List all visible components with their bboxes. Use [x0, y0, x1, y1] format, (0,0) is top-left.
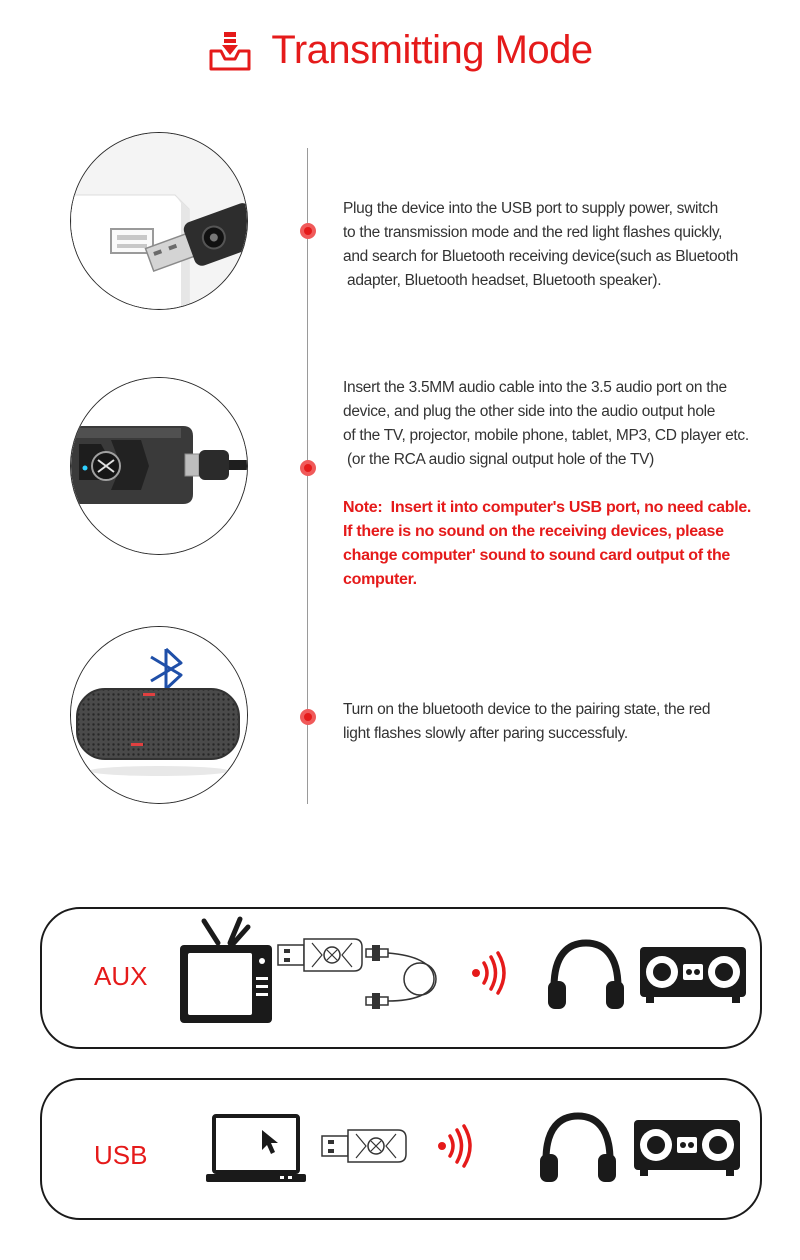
aux-mode-label: AUX: [94, 961, 148, 991]
usb-plug-photo: [70, 132, 248, 310]
note-line: Note: Insert it into computer's USB port, no need cable.: [343, 499, 752, 516]
speaker-icon: [638, 945, 748, 1005]
bluetooth-speaker-photo: [70, 626, 248, 804]
aux-cable-icon: [362, 933, 444, 1023]
aux-mode-panel: [40, 907, 762, 1049]
step-1-line: Plug the device into the USB port to supply power, switch: [343, 200, 718, 217]
headphones-icon: [544, 937, 628, 1011]
wireless-signal-icon: [470, 951, 506, 995]
step-2-note: [343, 496, 793, 592]
step-3-line: light flashes slowly after paring successfuly.: [343, 725, 628, 742]
laptop-icon: [206, 1114, 306, 1186]
headphones-icon: [536, 1110, 620, 1184]
note-line: computer.: [343, 571, 417, 588]
page-title: Transmitting Mode: [271, 28, 593, 72]
step-2-text: [343, 376, 793, 472]
timeline-dot: [300, 460, 316, 476]
step-1-line: to the transmission mode and the red light flashes quickly,: [343, 224, 723, 241]
timeline-line: [307, 148, 308, 804]
step-2-line: device, and plug the other side into the audio output hole: [343, 403, 716, 420]
usb-adapter-icon: [276, 933, 366, 977]
step-1-text: [343, 197, 793, 293]
step-3-line: Turn on the bluetooth device to the pairing state, the red: [343, 701, 711, 718]
wireless-signal-icon: [436, 1124, 472, 1168]
step-2-line: of the TV, projector, mobile phone, tablet, MP3, CD player etc.: [343, 427, 749, 444]
step-2-line: Insert the 3.5MM audio cable into the 3.5 audio port on the: [343, 379, 727, 396]
step-2-line: (or the RCA audio signal output hole of the TV): [343, 451, 655, 468]
download-tray-icon: [207, 29, 253, 73]
step-3-text: [343, 698, 793, 746]
timeline-dot: [300, 223, 316, 239]
step-1-line: and search for Bluetooth receiving device(such as Bluetooth: [343, 248, 739, 265]
speaker-icon: [632, 1118, 742, 1178]
usb-mode-label: USB: [94, 1140, 148, 1170]
step-1-line: adapter, Bluetooth headset, Bluetooth speaker).: [343, 272, 662, 289]
tv-icon: [178, 915, 274, 1027]
usb-adapter-icon: [320, 1124, 410, 1168]
note-line: If there is no sound on the receiving devices, please: [343, 523, 724, 540]
header: [0, 28, 800, 88]
header-inner: [207, 28, 592, 73]
usb-mode-panel: [40, 1078, 762, 1220]
aux-cable-photo: [70, 377, 248, 555]
timeline-dot: [300, 709, 316, 725]
note-line: change computer' sound to sound card output of the: [343, 547, 731, 564]
